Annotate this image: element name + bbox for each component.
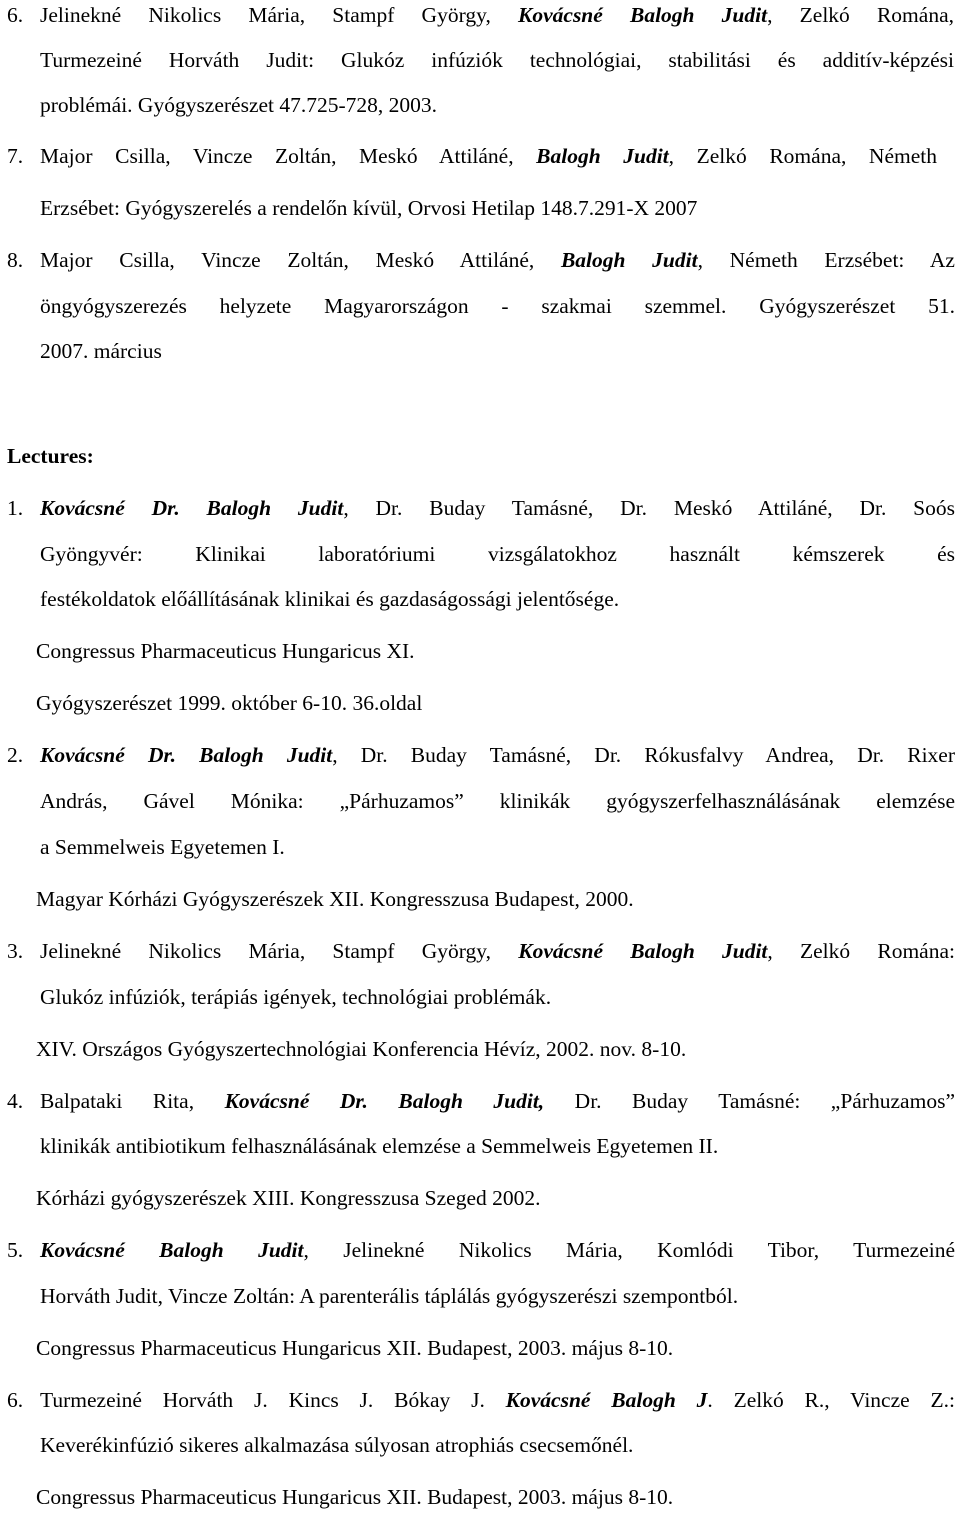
lecture-line: [40, 544, 955, 566]
text-segment: Keverékinfúzió sikeres alkalmazása súlyosan atrophiás csecsemőnél.: [40, 1433, 634, 1457]
lecture-line: [40, 1136, 718, 1158]
publication-line: [40, 341, 162, 363]
text-segment: Turmezeiné Horváth Judit: Glukóz infúziók technológiai, stabilitási és additív-képzési: [40, 48, 954, 72]
lecture-line: [40, 837, 285, 859]
text-segment: öngyógyszerezés helyzete Magyarországon - szakmai szemmel. Gyógyszerészet 51.: [40, 294, 955, 318]
text-segment: Major Csilla, Vincze Zoltán, Meskó Attiláné,: [40, 248, 561, 272]
text-segment: Major Csilla, Vincze Zoltán, Meskó Attiláné,: [40, 144, 537, 168]
text-segment: Jelinekné Nikolics Mária, Stampf György,: [40, 939, 519, 963]
lecture-venue: Magyar Kórházi Gyógyszerészek XII. Kongresszusa Budapest, 2000.: [36, 887, 634, 911]
highlighted-author: Balogh Judit: [560, 248, 698, 272]
lecture-line: [40, 1286, 738, 1308]
text-segment: , Zelkó Romána:: [767, 939, 955, 963]
lecture-line: [40, 1390, 955, 1412]
text-segment: Gyöngyvér: Klinikai laboratóriumi vizsgálatokhoz használt kémszerek és: [40, 542, 955, 566]
lecture-number: 6.: [7, 1388, 24, 1412]
text-segment: Glukóz infúziók, terápiás igények, technológiai problémák.: [40, 985, 552, 1009]
lectures-heading: Lectures:: [7, 444, 94, 468]
publication-number: 8.: [7, 248, 24, 272]
highlighted-author: Balogh Judit: [536, 144, 669, 168]
text-segment: , Zelkó Romána,: [767, 3, 954, 27]
publication-line: [40, 50, 954, 72]
lecture-venue: XIV. Országos Gyógyszertechnológiai Konferencia Hévíz, 2002. nov. 8-10.: [36, 1037, 687, 1061]
lecture-venue: Congressus Pharmaceuticus Hungaricus XI.: [36, 639, 415, 663]
text-segment: , Jelinekné Nikolics Mária, Komlódi Tibor, Turmezeiné: [303, 1238, 956, 1262]
lecture-number: 2.: [7, 743, 24, 767]
text-segment: a Semmelweis Egyetemen I.: [40, 835, 285, 859]
lecture-line: [40, 498, 955, 520]
highlighted-author: Kovácsné Dr. Balogh Judit: [40, 743, 333, 767]
text-segment: , Zelkó Romána, Németh: [668, 144, 937, 168]
lecture-line: [40, 589, 619, 611]
publication-line: [40, 146, 937, 168]
publication-number: 6.: [7, 3, 24, 27]
publication-line: [40, 95, 437, 117]
text-segment: festékoldatok előállításának klinikai és gazdaságossági jelentősége.: [40, 587, 620, 611]
lecture-line: [40, 791, 955, 813]
highlighted-author: Kovácsné Balogh Judit: [518, 939, 768, 963]
text-segment: Horváth Judit, Vincze Zoltán: A parenterális táplálás gyógyszerészi szempontból.: [40, 1284, 739, 1308]
text-segment: klinikák antibiotikum felhasználásának elemzése a Semmelweis Egyetemen II.: [40, 1134, 719, 1158]
highlighted-author: Kovácsné Dr. Balogh Judit: [40, 496, 344, 520]
text-segment: Dr. Buday Tamásné: „Párhuzamos”: [544, 1089, 955, 1113]
publication-line: [40, 198, 697, 220]
text-segment: Balpataki Rita,: [40, 1089, 225, 1113]
publication-line: [40, 5, 954, 27]
lecture-line: [40, 1435, 633, 1457]
text-segment: Erzsébet: Gyógyszerelés a rendelőn kívül, Orvosi Hetilap 148.7.291-X 2007: [40, 196, 698, 220]
text-segment: Turmezeiné Horváth J. Kincs J. Bókay J.: [40, 1388, 506, 1412]
lecture-line: [40, 1091, 955, 1113]
highlighted-author: Kovácsné Balogh Judit: [40, 1238, 304, 1262]
publication-number: 7.: [7, 144, 24, 168]
publication-line: [40, 296, 955, 318]
lecture-line: [40, 1240, 955, 1262]
text-segment: , Németh Erzsébet: Az: [697, 248, 955, 272]
lecture-number: 5.: [7, 1238, 24, 1262]
text-segment: . Zelkó R., Vincze Z.:: [707, 1388, 955, 1412]
lecture-venue: Congressus Pharmaceuticus Hungaricus XII. Budapest, 2003. május 8-10.: [36, 1485, 674, 1509]
text-segment: Jelinekné Nikolics Mária, Stampf György,: [40, 3, 519, 27]
text-segment: , Dr. Buday Tamásné, Dr. Meskó Attiláné, Dr. Soós: [343, 496, 955, 520]
highlighted-author: Kovácsné Dr. Balogh Judit,: [224, 1089, 545, 1113]
text-segment: problémái. Gyógyszerészet 47.725-728, 2003.: [40, 93, 438, 117]
highlighted-author: Kovácsné Balogh Judit: [518, 3, 768, 27]
lecture-number: 4.: [7, 1089, 24, 1113]
lecture-line: [40, 987, 551, 1009]
text-segment: , Dr. Buday Tamásné, Dr. Rókusfalvy Andrea, Dr. Rixer: [332, 743, 955, 767]
lecture-number: 3.: [7, 939, 24, 963]
lecture-line: [40, 941, 955, 963]
text-segment: 2007. március: [40, 339, 162, 363]
lecture-venue: Kórházi gyógyszerészek XIII. Kongresszusa Szeged 2002.: [36, 1186, 541, 1210]
lecture-line: [40, 745, 955, 767]
text-segment: András, Gável Mónika: „Párhuzamos” klinikák gyógyszerfelhasználásának elemzése: [40, 789, 955, 813]
lecture-venue: Gyógyszerészet 1999. október 6-10. 36.oldal: [36, 691, 423, 715]
highlighted-author: Kovácsné Balogh J: [505, 1388, 708, 1412]
publication-line: [40, 250, 955, 272]
lecture-venue: Congressus Pharmaceuticus Hungaricus XII. Budapest, 2003. május 8-10.: [36, 1336, 674, 1360]
lecture-number: 1.: [7, 496, 24, 520]
